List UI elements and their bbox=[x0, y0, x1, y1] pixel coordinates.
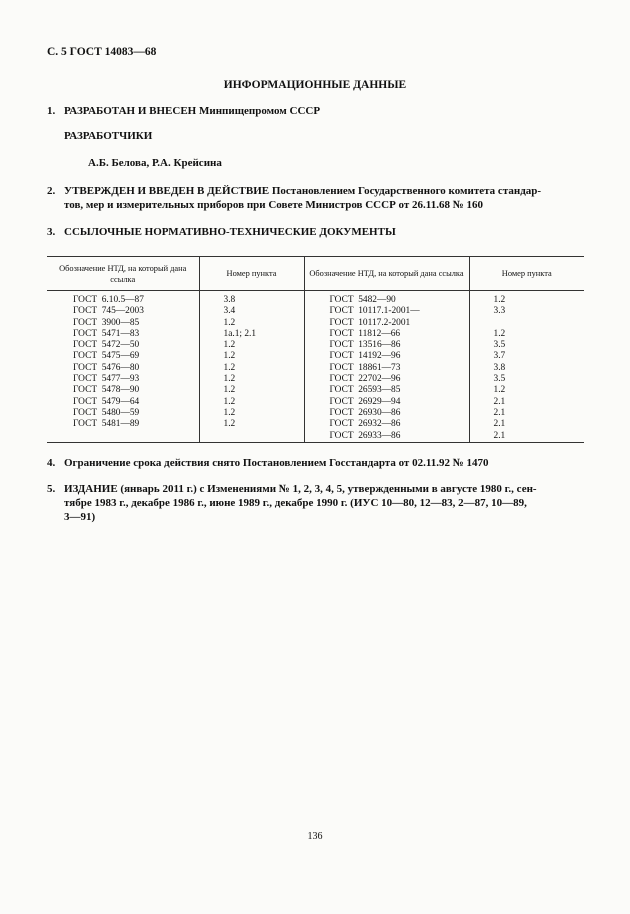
page-number: 136 bbox=[307, 831, 323, 842]
cell-designation-1 bbox=[47, 431, 199, 443]
header-clause-2: Номер пункта bbox=[469, 257, 584, 291]
cell-designation-1: ГОСТ 5471—83 bbox=[73, 328, 140, 339]
cell-clause-2: 2.1 bbox=[469, 431, 584, 443]
cell-clause-2: 3.5 bbox=[469, 340, 584, 351]
cell-clause-2: 2.1 bbox=[469, 408, 584, 419]
cell-clause-2: 1.2 bbox=[469, 329, 584, 340]
section-1-number: 1. bbox=[47, 105, 56, 117]
cell-designation-2: ГОСТ 10117.2-2001 bbox=[304, 318, 469, 329]
cell-designation-1: ГОСТ 5477—93 bbox=[73, 374, 140, 385]
section-1-text: Минпищепромом СССР bbox=[196, 105, 321, 117]
cell-designation-1: ГОСТ 5475—69 bbox=[73, 351, 140, 362]
cell-designation-1: ГОСТ 745—2003 bbox=[73, 306, 144, 317]
cell-clause-2: 3.5 bbox=[469, 374, 584, 385]
cell-clause-2: 1.2 bbox=[469, 385, 584, 396]
cell-designation-2: ГОСТ 22702—96 bbox=[304, 374, 469, 385]
table-body bbox=[47, 291, 584, 443]
table-row bbox=[47, 340, 584, 351]
table-header-row bbox=[47, 257, 584, 291]
cell-designation-2: ГОСТ 26932—86 bbox=[304, 419, 469, 430]
header-designation-2: Обозначение НТД, на который дана ссылка bbox=[304, 257, 469, 291]
section-5-number: 5. bbox=[47, 483, 56, 495]
section-4-number: 4. bbox=[47, 457, 56, 469]
table-row bbox=[47, 306, 584, 317]
cell-clause-2: 1.2 bbox=[469, 291, 584, 307]
section-2-text-line2: тов, мер и измерительных приборов при Совете Министров СССР от 26.11.68 № 160 bbox=[64, 199, 483, 211]
cell-designation-1: ГОСТ 6.10.5—87 bbox=[73, 295, 144, 305]
header-designation-1: Обозначение НТД, на который дана ссылка bbox=[47, 257, 199, 291]
section-1 bbox=[47, 104, 320, 118]
developers-label: РАЗРАБОТЧИКИ bbox=[64, 130, 153, 142]
table-row bbox=[47, 374, 584, 385]
page-title: ИНФОРМАЦИОННЫЕ ДАННЫЕ bbox=[223, 79, 407, 91]
cell-designation-2: ГОСТ 11812—66 bbox=[304, 329, 469, 340]
cell-designation-1: ГОСТ 5472—50 bbox=[73, 340, 140, 351]
cell-clause-1: 1.2 bbox=[199, 419, 304, 430]
table-row bbox=[47, 329, 584, 340]
cell-designation-2: ГОСТ 26929—94 bbox=[304, 397, 469, 408]
section-2-number: 2. bbox=[47, 185, 56, 197]
developers-names: А.Б. Белова, Р.А. Крейсина bbox=[88, 157, 222, 169]
cell-designation-2: ГОСТ 26593—85 bbox=[304, 385, 469, 396]
cell-clause-2: 3.3 bbox=[469, 306, 584, 317]
references-table bbox=[47, 256, 584, 443]
cell-designation-1: ГОСТ 5481—89 bbox=[73, 419, 140, 430]
cell-designation-2: ГОСТ 26930—86 bbox=[304, 408, 469, 419]
cell-designation-2: ГОСТ 18861—73 bbox=[304, 363, 469, 374]
cell-designation-1: ГОСТ 3900—85 bbox=[73, 317, 140, 328]
cell-clause-1: 1.2 bbox=[199, 340, 304, 351]
section-5-text-line1: (январь 2011 г.) с Изменениями № 1, 2, 3, 4, 5, утвержденными в августе 1980 г., сен- bbox=[117, 483, 537, 495]
cell-clause-2: 2.1 bbox=[469, 419, 584, 430]
table-row bbox=[47, 363, 584, 374]
section-2 bbox=[47, 184, 584, 212]
cell-designation-2: ГОСТ 5482—90 bbox=[304, 291, 469, 307]
cell-clause-2: 3.7 bbox=[469, 351, 584, 362]
section-2-heading: УТВЕРЖДЕН И ВВЕДЕН В ДЕЙСТВИЕ bbox=[64, 185, 270, 197]
cell-clause-1: 3.4 bbox=[199, 306, 304, 317]
cell-designation-2: ГОСТ 13516—86 bbox=[304, 340, 469, 351]
table-row bbox=[47, 408, 584, 419]
cell-clause-2: 3.8 bbox=[469, 363, 584, 374]
cell-clause-2 bbox=[469, 318, 584, 329]
cell-clause-1: 1.2 bbox=[199, 385, 304, 396]
section-5-text-line2: тябре 1983 г., декабре 1986 г., июне 1989 г., декабре 1990 г. (ИУС 10—80, 12—83, 2—87, 10—89, bbox=[64, 497, 527, 509]
cell-clause-1: 1.2 bbox=[199, 374, 304, 385]
header-clause-1: Номер пункта bbox=[199, 257, 304, 291]
section-5 bbox=[47, 482, 584, 524]
section-3-number: 3. bbox=[47, 226, 56, 238]
table-row bbox=[47, 385, 584, 396]
cell-designation-2: ГОСТ 14192—96 bbox=[304, 351, 469, 362]
cell-clause-1: 1.2 bbox=[199, 397, 304, 408]
table-row bbox=[47, 419, 584, 430]
section-4 bbox=[47, 457, 489, 469]
cell-clause-1: 3.8 bbox=[199, 291, 304, 307]
cell-designation-1: ГОСТ 5476—80 bbox=[73, 362, 140, 373]
page-header: С. 5 ГОСТ 14083—68 bbox=[47, 46, 157, 58]
section-2-text-line1: Постановлением Государственного комитета стандар- bbox=[269, 185, 542, 197]
table-row bbox=[47, 291, 584, 307]
section-4-text: Ограничение срока действия снято Постановлением Госстандарта от 02.11.92 № 1470 bbox=[64, 457, 489, 469]
section-3 bbox=[47, 225, 396, 239]
cell-designation-1: ГОСТ 5480—59 bbox=[73, 407, 140, 418]
cell-designation-1: ГОСТ 5479—64 bbox=[73, 396, 140, 407]
cell-clause-1 bbox=[199, 431, 304, 443]
table-row bbox=[47, 397, 584, 408]
cell-clause-1: 1.2 bbox=[199, 318, 304, 329]
cell-clause-1: 1.2 bbox=[199, 408, 304, 419]
cell-designation-1: ГОСТ 5478—90 bbox=[73, 385, 140, 396]
cell-clause-1: 1.2 bbox=[199, 363, 304, 374]
table-row bbox=[47, 431, 584, 443]
cell-clause-2: 2.1 bbox=[469, 397, 584, 408]
table-row bbox=[47, 351, 584, 362]
cell-clause-1: 1а.1; 2.1 bbox=[199, 329, 304, 340]
section-5-heading: ИЗДАНИЕ bbox=[64, 483, 118, 495]
section-3-heading: ССЫЛОЧНЫЕ НОРМАТИВНО-ТЕХНИЧЕСКИЕ ДОКУМЕНТЫ bbox=[64, 226, 396, 238]
table-row bbox=[47, 318, 584, 329]
cell-designation-2: ГОСТ 10117.1-2001— bbox=[304, 306, 469, 317]
cell-clause-1: 1.2 bbox=[199, 351, 304, 362]
cell-designation-2: ГОСТ 26933—86 bbox=[304, 431, 469, 443]
section-1-heading: РАЗРАБОТАН И ВНЕСЕН bbox=[64, 105, 197, 117]
section-5-text-line3: 3—91) bbox=[64, 511, 96, 523]
